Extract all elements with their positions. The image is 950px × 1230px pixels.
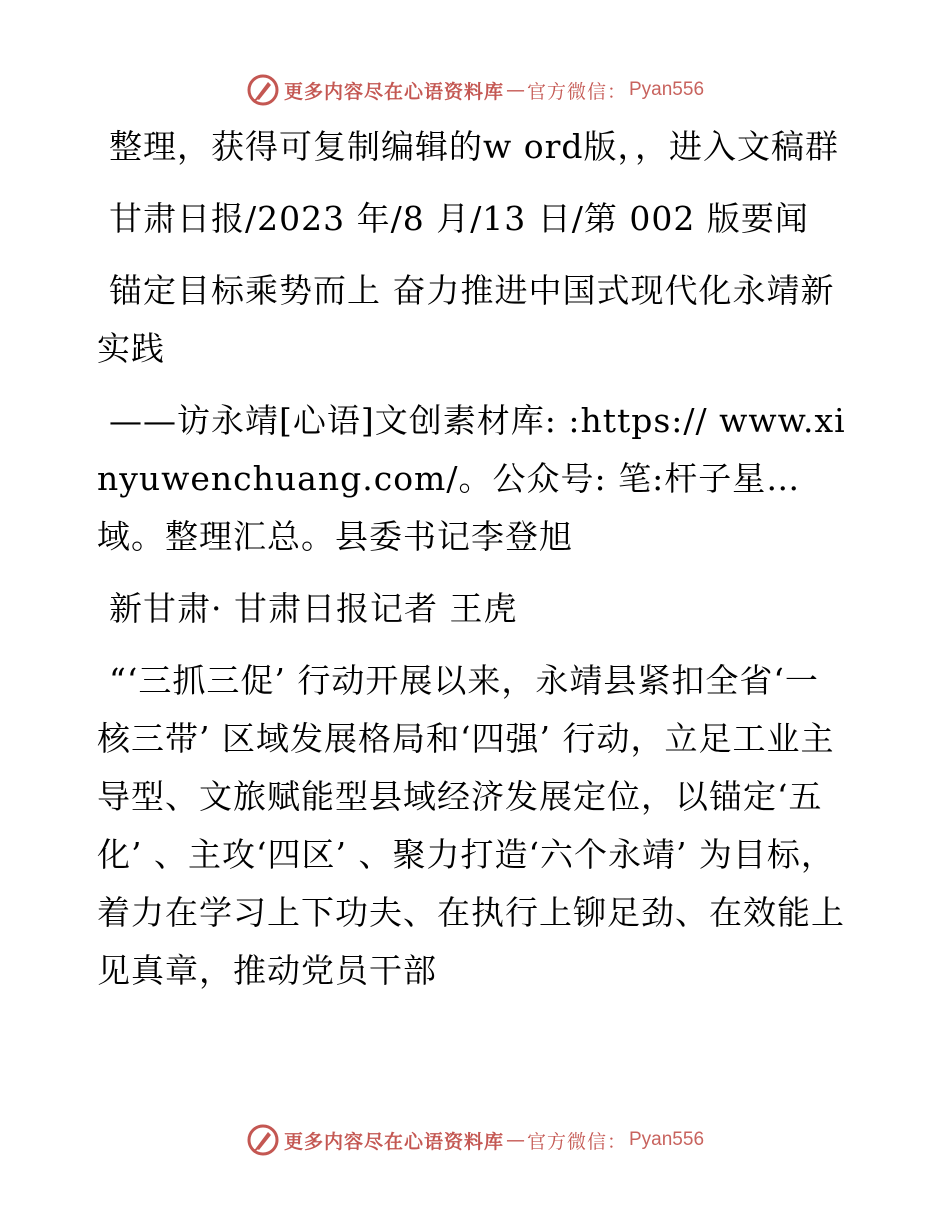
watermark-wechat-id: Pyan556: [629, 1129, 705, 1150]
watermark-wechat-label: 官方微信：: [526, 1130, 627, 1153]
watermark-main-text: 更多内容尽在心语资料库: [283, 1130, 504, 1153]
quill-pen-icon: [246, 1123, 280, 1157]
paragraph-headline: 锚定目标乘势而上 奋力推进中国式现代化永靖新实践: [97, 271, 835, 368]
paragraph-byline: 新甘肃· 甘肃日报记者 王虎: [109, 589, 518, 628]
watermark-main-text: 更多内容尽在心语资料库: [283, 80, 504, 103]
paragraph-body: “‘三抓三促’ 行动开展以来，永靖县紧扣全省‘一核三带’ 区域发展格局和‘四强’ 行动，立足工业主导型、文旅赋能型县域经济发展定位，以锚定‘五化’ 、主攻‘四区’ 、聚力打造‘六个永靖’ 为目标，着力在学习上下功夫、在执行上铆足劲、在效能上见真章，推动党员干部: [97, 661, 845, 990]
watermark-wechat-label: 官方微信：: [526, 80, 627, 103]
paragraph-intro: 整理，获得可复制编辑的w ord版，，进入文稿群: [109, 127, 840, 166]
footer-watermark: [0, 1120, 950, 1160]
quill-pen-icon: [246, 73, 280, 107]
header-watermark: [0, 70, 950, 110]
watermark-separator: —: [505, 1129, 525, 1151]
paragraph-subheadline: ——访永靖[心语]文创素材库: :https:// www.xinyuwenchuang.com/。公众号: 笔:杆子星…域。整理汇总。县委书记李登旭: [97, 401, 846, 556]
paragraph-source: 甘肃日报/2023 年/8 月/13 日/第 002 版要闻: [109, 199, 809, 238]
document-body: [97, 118, 852, 1014]
watermark-wechat-id: Pyan556: [629, 79, 705, 100]
watermark-separator: —: [505, 79, 525, 101]
